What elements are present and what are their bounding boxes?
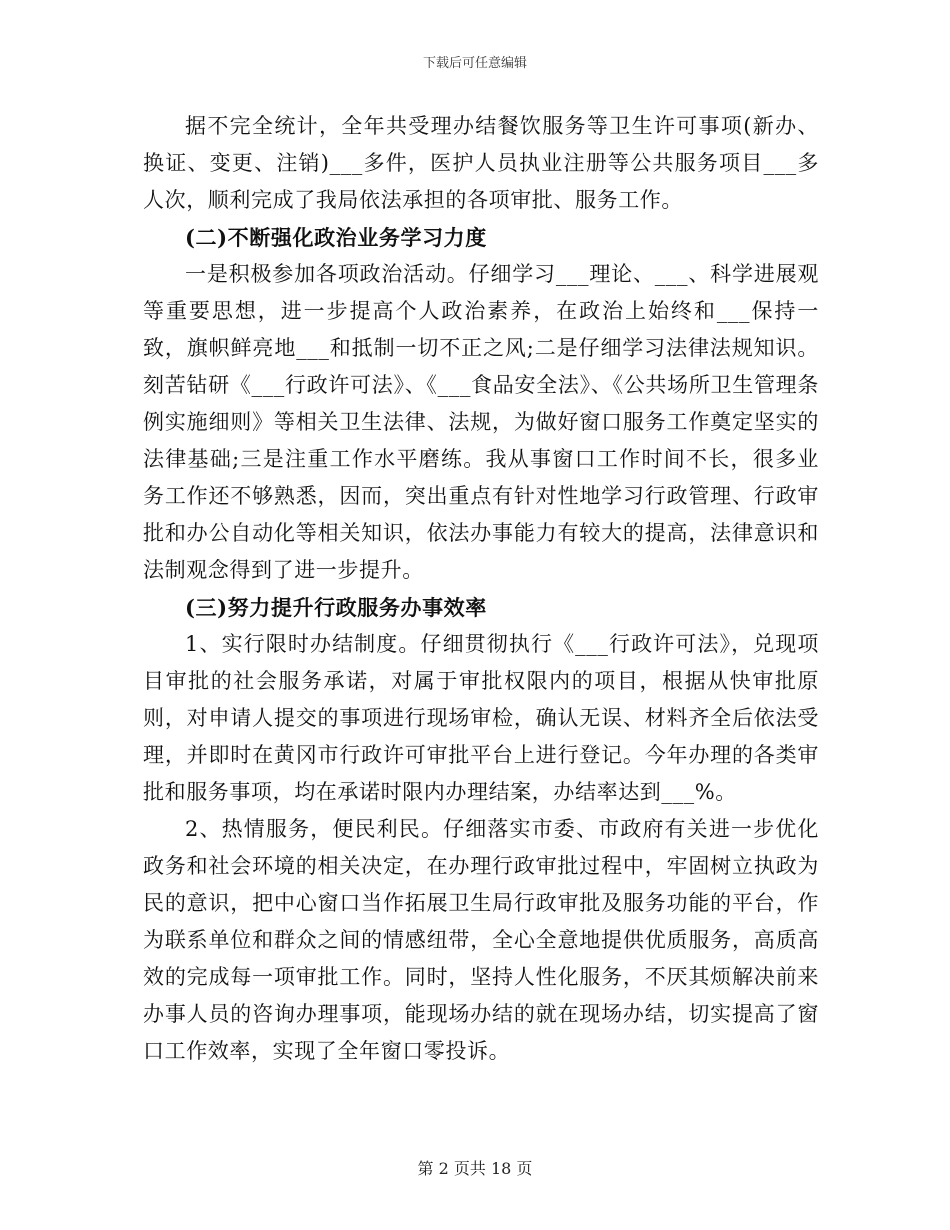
section-heading-efficiency: (三)努力提升行政服务办事效率 [185,595,487,620]
section-heading-study: (二)不断强化政治业务学习力度 [185,225,487,250]
paragraph-service: 2、热情服务，便民利民。仔细落实市委、市政府有关进一步优化政务和社会环境的相关决定，在办理行政审批过程中，牢固树立执政为民的意识，把中心窗口当作拓展卫生局行政审批及服务功能的平台，作为联系单位和群众之间的情感纽带，全心全意地提供优质服务，高质高效的完成每一项审批工作。同时，坚持人性化服务，不厌其烦解决前来办事人员的咨询办理事项，能现场办结的就在现场办结，切实提高了窗口工作效率，实现了全年窗口零投诉。 [143,817,819,1063]
paragraph-time-limit: 1、实行限时办结制度。仔细贯彻执行《___行政许可法》，兑现项目审批的社会服务承诺，对属于审批权限内的项目，根据从快审批原则，对申请人提交的事项进行现场审检，确认无误、材料齐全后依法受理，并即时在黄冈市行政许可审批平台上进行登记。今年办理的各类审批和服务事项，均在承诺时限内办理结案，办结率达到___%。 [143,632,819,804]
page-number: 第 2 页共 18 页 [417,1159,533,1178]
paragraph-political-study: 一是积极参加各项政治活动。仔细学习___理论、___、科学进展观等重要思想，进一步提高个人政治素养，在政治上始终和___保持一致，旗帜鲜亮地___和抵制一切不正之风;二是仔细学习法律法规知识。刻苦钻研《___行政许可法》、《___食品安全法》、《公共场所卫生管理条例实施细则》等相关卫生法律、法规，为做好窗口服务工作奠定坚实的法律基础;三是注重工作水平磨练。我从事窗口工作时间不长，很多业务工作还不够熟悉，因而，突出重点有针对性地学习行政管理、行政审批和办公自动化等相关知识，依法办事能力有较大的提高，法律意识和法制观念得到了进一步提升。 [143,262,819,582]
document-body [143,108,819,1070]
paragraph-statistics: 据不完全统计，全年共受理办结餐饮服务等卫生许可事项(新办、换证、变更、注销)___多件，医护人员执业注册等公共服务项目___多人次，顺利完成了我局依法承担的各项审批、服务工作。 [143,114,819,212]
page-header-note: 下载后可任意编辑 [422,56,527,71]
